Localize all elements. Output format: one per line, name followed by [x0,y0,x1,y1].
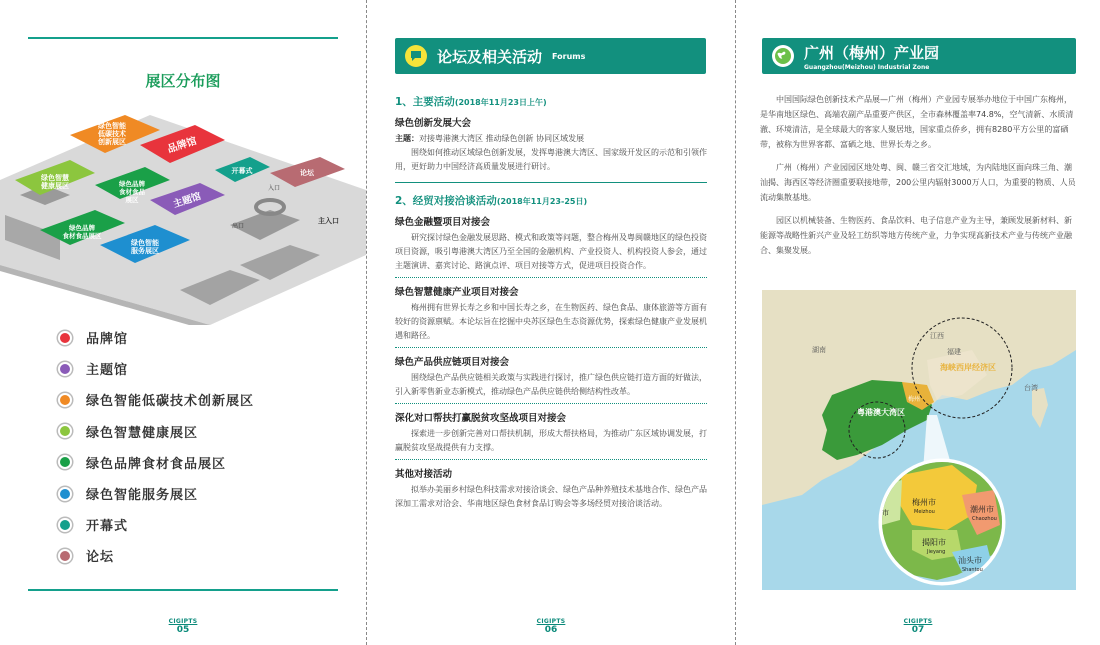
page-footer [367,618,735,635]
region-map [762,290,1076,590]
activity-divider [395,403,707,404]
legend-label: 绿色智慧健康展区 [86,425,199,441]
label-taiwan: 台湾 [1024,384,1038,392]
zone-theme-hall-label: 主题馆 [171,190,203,211]
legend-item [58,478,254,509]
activity-divider [395,459,707,460]
zone-food-label: 绿色品牌食材食品展区 [119,180,145,204]
taiwan-area [1032,388,1048,428]
banner-title: 论坛及相关活动 [437,47,543,66]
legend-dot-icon [58,331,72,345]
activity-text: 梅州拥有世界长寿之乡和中国长寿之乡，在生物医药、绿色食品、康体旅游等方面有较好的资源禀赋。本论坛旨在挖掘中央苏区绿色生态资源优势，探索绿色健康产业发展机遇和路径。 [395,303,707,340]
page-7 [736,0,1100,645]
legend [58,322,254,572]
activity-title: 其他对接活动 [395,469,453,480]
banner-subtitle: Guangzhou(Meizhou) Industrial Zone [804,63,930,71]
label-jieyang-en: Jieyang [927,549,946,555]
legend-item [58,540,254,571]
page-number: 05 [176,625,190,635]
legend-label: 绿色智能低碳技术创新展区 [86,394,255,410]
label-jiangxi: 江西 [930,332,944,340]
activity-text: 围绕绿色产品供应链相关政策与实践进行探讨，推广绿色供应链打造方面的好做法，引入新零售新业态新模式，推动绿色产品供应链供给侧结构性改革。 [395,373,707,396]
section-1-title: 1、主要活动(2018年11月23日上午) [395,96,547,108]
label-west-strait: 海峡西岸经济区 [940,363,996,372]
label-meizhou: 梅州市 [912,498,936,507]
activity-text: 研究探讨绿色金融发展思路、模式和政策等问题，整合梅州及粤闽赣地区的绿色投资项目资源，吸引粤港澳大湾区乃至全国的金融机构、产业投资人、机构投资人参会，通过主题演讲、嘉宾讨论、路演点评、项目对接等方式，促进项目投资合作。 [395,233,707,270]
page-5 [0,0,366,645]
page-number: 06 [544,625,558,635]
legend-dot-icon [58,362,72,376]
legend-label: 绿色智能服务展区 [86,488,199,504]
activity-text: 拟举办美丽乡村绿色科技需求对接洽谈会、绿色产品种养殖技术基地合作、绿色产品深加工需求对洽会、华南地区绿色食材食品订购会等多场经贸对接洽谈活动。 [395,485,707,508]
main-entrance-label: 主入口 [318,217,339,225]
entrance-label: 入口 [268,185,281,192]
activity-title: 绿色金融暨项目对接会 [395,217,491,228]
page-6 [367,0,735,645]
footer-brand: CIGIPTS [536,618,566,625]
legend-item [58,509,254,540]
legend-dot-icon [58,487,72,501]
legend-label: 开幕式 [86,519,129,535]
zone-service-label: 绿色智能服务展区 [131,239,159,255]
zone-description [760,92,1076,266]
legend-dot-icon [58,393,72,407]
banner-title: 广州（梅州）产业园 [804,43,940,62]
zone-paragraph: 园区以机械装备、生物医药、食品饮料、电子信息产业为主导，兼顾发展新材料、新能源等战略性新兴产业及轻工纺织等地方传统产业，力争实现高新技术产业与传统产业融合、集聚发展。 [760,216,1072,255]
forums-content [395,94,707,511]
legend-label: 绿色品牌食材食品展区 [86,456,227,472]
section-1-paragraph: 围绕如何推动区域绿色创新发展，发挥粤港澳大湾区、国家级开发区的示范和引领作用，更好助力中国经济高质量发展进行研讨。 [395,148,707,171]
zone-health-label: 绿色智慧健康展区 [41,174,69,190]
legend-label: 论坛 [86,550,115,566]
section-1-theme: 主题：对接粤港澳大湾区 推动绿色创新 协同区域发展 [395,134,585,143]
section-divider [395,182,707,183]
zone-forum-label: 论坛 [300,169,314,177]
label-meizhou-short: 梅州 [908,396,921,403]
section-1-subtitle: 绿色创新发展大会 [395,118,472,129]
page-number: 07 [911,625,925,635]
activity-title: 绿色智慧健康产业项目对接会 [395,287,519,298]
zone-opening-label: 开幕式 [231,167,253,175]
section-2-title: 2、经贸对接洽谈活动(2018年11月23-25日) [395,195,588,207]
label-meizhou-en: Meizhou [914,509,935,515]
label-chaozhou-en: Chaozhou [972,516,997,522]
zone-paragraph: 中国国际绿色创新技术产品展—广州（梅州）产业园专展举办地位于中国广东梅州，是华南地区绿色、高端农副产品重要产供区，全市森林覆盖率74.8%，空气清新、水质清澈、环境清洁，是全球最大的客家人聚居地，国家重点侨乡，拥有8280平方公里的富硒带，被称为世界客都、富硒之地、世界长寿之乡。 [760,95,1074,149]
legend-item [58,353,254,384]
legend-dot-icon [58,424,72,438]
footer-brand: CIGIPTS [903,618,933,625]
activity-text: 探索进一步创新完善对口帮扶机制，形成大帮扶格局，为推动广东区域协调发展，打赢脱贫攻坚战提供有力支撑。 [395,429,707,452]
zone-food-2-label: 绿色品牌食材食品展区 [62,224,102,240]
legend-item [58,416,254,447]
activity-title: 深化对口帮扶打赢脱贫攻坚战项目对接会 [395,413,567,424]
label-chaozhou: 潮州市 [970,505,994,514]
legend-item [58,384,254,415]
forums-banner [395,38,706,74]
activity-divider [395,347,707,348]
activity-title: 绿色产品供应链项目对接会 [395,357,510,368]
zone-paragraph: 广州（梅州）产业园园区地处粤、闽、赣三省交汇地域，为内陆地区面向珠三角、潮汕揭、海西区等经济圈重要联接地带，200公里内辐射3000万人口，为重要的物质、人员流动集散基地。 [760,163,1076,202]
label-jieyang: 揭阳市 [922,538,946,547]
label-heyuan: 市 [882,509,889,517]
activity-divider [395,277,707,278]
legend-dot-icon [58,518,72,532]
exhibition-floor-map [0,95,366,325]
label-hunan: 湖南 [812,346,826,354]
zone-lowcarbon-label: 绿色智能低碳技术创新展区 [98,122,126,146]
legend-label: 主题馆 [86,363,129,379]
label-fujian: 福建 [947,348,961,356]
chat-bubble-icon [405,45,427,67]
label-shantou-en: Shantou [962,567,983,573]
legend-item [58,447,254,478]
page-footer [0,618,366,635]
page-title: 展区分布图 [145,72,221,90]
zone-brand-hall-label: 品牌馆 [166,135,199,156]
exit-label: 出口 [232,223,245,230]
bottom-rule [28,589,338,591]
page-footer [736,618,1100,635]
industrial-zone-banner [762,38,1076,74]
banner-subtitle: Forums [552,51,586,61]
footer-brand: CIGIPTS [168,618,198,625]
label-shantou: 汕头市 [958,556,982,565]
legend-dot-icon [58,455,72,469]
legend-item [58,322,254,353]
legend-dot-icon [58,549,72,563]
globe-icon [772,45,794,67]
top-rule [28,37,338,39]
label-gba: 粤港澳大湾区 [857,408,905,417]
activity-list [395,214,707,511]
legend-label: 品牌馆 [86,332,129,348]
